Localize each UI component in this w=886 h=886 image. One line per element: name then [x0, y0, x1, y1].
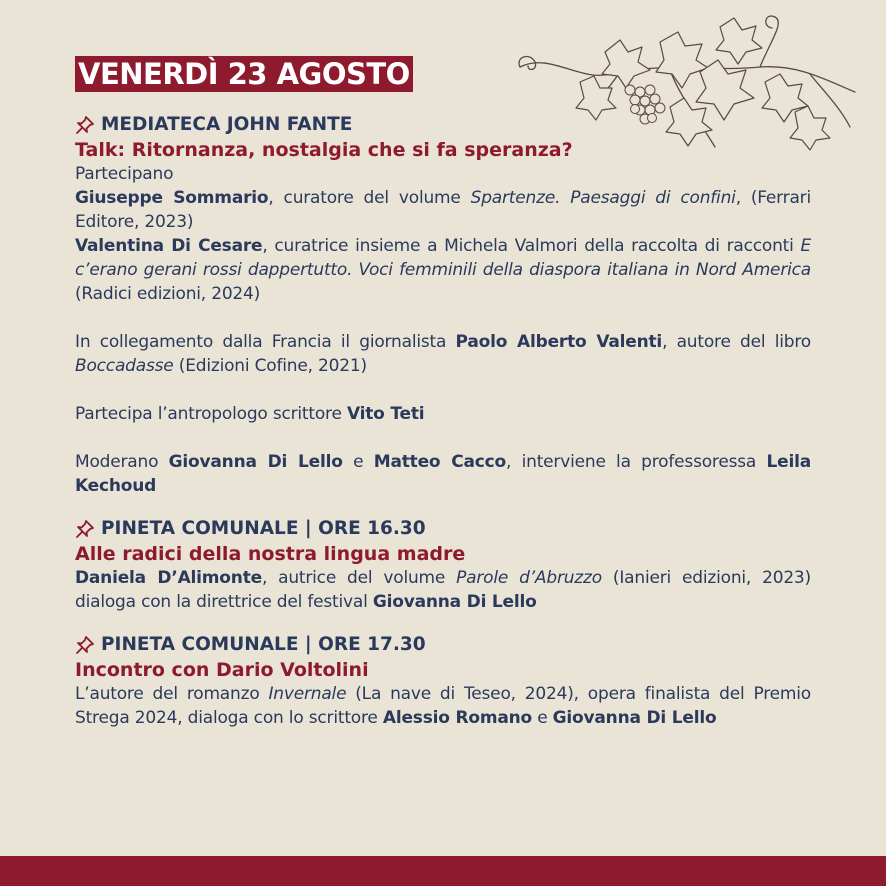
pushpin-icon: [75, 115, 95, 135]
pushpin-icon: [75, 519, 95, 539]
event-block-1: [75, 112, 811, 498]
participant-name: Alessio Romano: [382, 708, 532, 728]
event-title-2: Alle radici della nostra lingua madre: [75, 543, 466, 565]
event-intro: Partecipano: [75, 164, 174, 184]
event-title-1: Talk: Ritornanza, nostalgia che si fa speranza?: [75, 139, 573, 161]
participant-3: In collegamento dalla Francia il giornalista Paolo Alberto Valenti, autore del libro Boccadasse (Edizioni Cofine, 2021): [75, 332, 811, 376]
bottom-bar: [0, 856, 886, 886]
participant-name: Daniela D’Alimonte: [75, 568, 262, 588]
event-block-2: [75, 516, 811, 614]
book-title: Parole d’Abruzzo: [456, 568, 602, 588]
event-block-3: [75, 632, 811, 730]
participant-name: Paolo Alberto Valenti: [455, 332, 663, 352]
book-title: Invernale: [268, 684, 347, 704]
moderators: Moderano Giovanna Di Lello e Matteo Cacco, interviene la professoressa Leila Kechoud: [75, 452, 811, 496]
book-title: Boccadasse: [75, 356, 174, 376]
participant-name: Matteo Cacco: [373, 452, 507, 472]
event-title-3: Incontro con Dario Voltolini: [75, 659, 369, 681]
event-description-3: L’autore del romanzo Invernale (La nave di Teseo, 2024), opera finalista del Premio Strega 2024, dialoga con lo scrittore Alessio Romano e Giovanna Di Lello: [75, 684, 811, 728]
pushpin-icon: [75, 635, 95, 655]
participant-1: Giuseppe Sommario, curatore del volume Spartenze. Paesaggi di confini, (Ferrari Editore, 2023): [75, 188, 811, 232]
participant-name: Vito Teti: [346, 404, 425, 424]
page-title: VENERDÌ 23 AGOSTO: [75, 56, 413, 92]
participant-name: Leila Kechoud: [75, 452, 811, 496]
event-location-label: MEDIATECA JOHN FANTE: [101, 114, 353, 135]
participant-4: Partecipa l’antropologo scrittore Vito Teti: [75, 404, 425, 424]
participant-name: Giovanna Di Lello: [372, 592, 537, 612]
book-title: Spartenze. Paesaggi di confini: [470, 188, 736, 208]
event-location-2: [75, 516, 811, 542]
event-location-1: [75, 112, 811, 138]
participant-name: Giovanna Di Lello: [168, 452, 343, 472]
participant-2: Valentina Di Cesare, curatrice insieme a Michela Valmori della raccolta di racconti E c’erano gerani rossi dappertutto. Voci femminili della diaspora italiana in Nord America (Radici edizioni, 2024): [75, 236, 811, 304]
participant-name: Giovanna Di Lello: [552, 708, 717, 728]
book-title: E c’erano gerani rossi dappertutto. Voci femminili della diaspora italiana in Nord America: [75, 236, 811, 280]
events-list: [75, 112, 811, 730]
participant-name: Giuseppe Sommario: [75, 188, 269, 208]
event-location-3: [75, 632, 811, 658]
event-location-label: PINETA COMUNALE | ORE 16.30: [101, 518, 426, 539]
participant-name: Valentina Di Cesare: [75, 236, 263, 256]
event-description-2: Daniela D’Alimonte, autrice del volume Parole d’Abruzzo (Ianieri edizioni, 2023) dialoga con la direttrice del festival Giovanna Di Lello: [75, 568, 811, 612]
event-location-label: PINETA COMUNALE | ORE 17.30: [101, 634, 426, 655]
